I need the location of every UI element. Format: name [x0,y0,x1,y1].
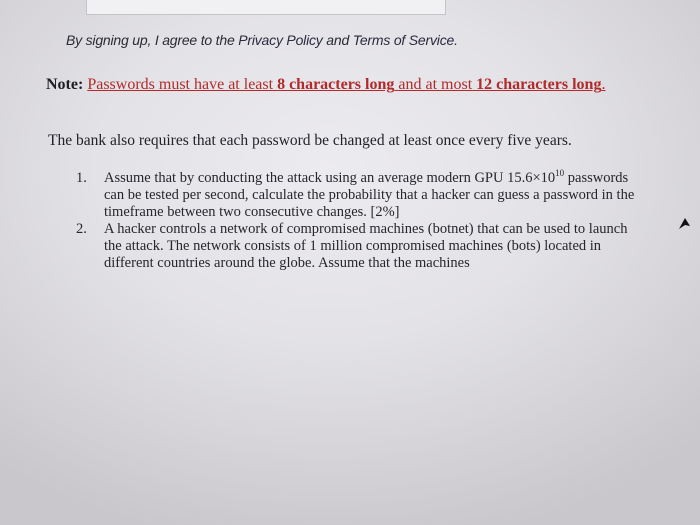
mouse-cursor-icon [678,217,692,231]
question-item-1 [76,170,636,221]
question-text-1b: passwords can be tested per second, calculate the probability that a hacker can guess a password in the timeframe between two consecutive changes. [2%] [104,170,635,220]
note-text-a: Passwords must have at least [87,76,274,93]
question-exponent: 10 [555,168,565,179]
signup-suffix: . [454,32,458,48]
privacy-policy-link[interactable]: Privacy Policy [238,32,323,48]
note-max-length: 12 characters long [476,76,602,93]
password-note [46,76,605,94]
form-input-field[interactable] [86,0,446,15]
note-text-b: and at most [398,76,473,93]
note-end: . [601,76,606,93]
password-rule [87,76,605,93]
terms-of-service-link[interactable]: Terms of Service [352,32,455,48]
signup-prefix: By signing up, I agree to the [66,32,235,48]
question-number: 2. [76,221,87,237]
note-label: Note: [46,76,84,93]
intro-paragraph: The bank also requires that each password be changed at least once every five years. [48,132,572,149]
question-text-1a: Assume that by conducting the attack using an average modern GPU 15.6×10 [104,170,556,186]
signup-and: and [326,32,350,48]
question-item-2 [76,221,636,272]
signup-agreement-text [66,32,458,48]
note-min-length: 8 characters long [277,76,395,93]
question-number: 1. [76,170,87,186]
question-text-2: A hacker controls a network of compromised machines (botnet) that can be used to launch the attack. The network consists of 1 million compromised machines (bots) located in different countries around the globe. Assume that the machines [104,221,628,271]
question-list [76,170,636,272]
